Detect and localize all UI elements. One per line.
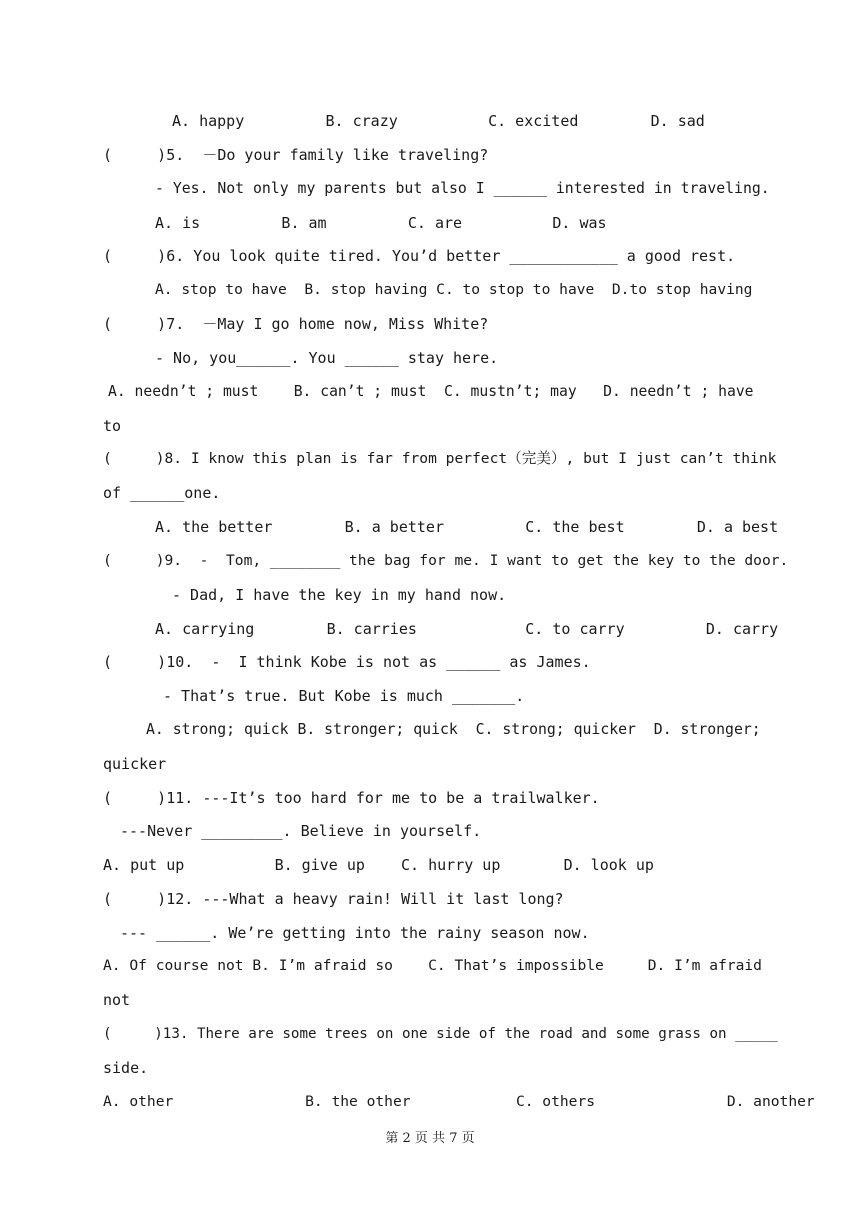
q8-options: A. the better B. a better C. the best D. a best xyxy=(155,518,779,536)
q10-options-wrap: quicker xyxy=(103,755,167,773)
q6-stem: ( )6. You look quite tired. You’d better ____________ a good rest. xyxy=(103,247,736,265)
q7-options: A. needn’t ; must B. can’t ; must C. mustn’t; may D. needn’t ; have xyxy=(108,383,754,400)
q13-stem-wrap: side. xyxy=(103,1059,149,1077)
q4-options: A. happy B. crazy C. excited D. sad xyxy=(172,112,705,130)
q7-options-wrap: to xyxy=(103,417,122,435)
q5-response: - Yes. Not only my parents but also I ______ interested in traveling. xyxy=(155,180,770,197)
q10-response: - That’s true. But Kobe is much _______. xyxy=(163,687,525,705)
page-footer: 第 2 页 共 7 页 xyxy=(385,1131,475,1146)
q12-stem: ( )12. ---What a heavy rain! Will it last long? xyxy=(103,890,564,908)
q7-response: - No, you______. You ______ stay here. xyxy=(155,349,499,367)
q12-response: --- ______. We’re getting into the rainy season now. xyxy=(120,924,590,942)
q13-stem: ( )13. There are some trees on one side of the road and some grass on _____ xyxy=(103,1026,778,1042)
q9-response: - Dad, I have the key in my hand now. xyxy=(172,586,507,604)
q9-options: A. carrying B. carries C. to carry D. carry xyxy=(155,620,779,638)
q7-stem: ( )7. －May I go home now, Miss White? xyxy=(103,315,489,333)
q6-options: A. stop to have B. stop having C. to stop to have D.to stop having xyxy=(155,281,753,298)
q13-options: A. other B. the other C. others D. another xyxy=(103,1093,815,1110)
q8-stem: ( )8. I know this plan is far from perfect（完美）, but I just can’t think xyxy=(103,450,777,467)
q12-options: A. Of course not B. I’m afraid so C. That’s impossible D. I’m afraid xyxy=(103,957,762,974)
q10-options: A. strong; quick B. stronger; quick C. strong; quicker D. stronger; xyxy=(146,721,761,738)
q11-options: A. put up B. give up C. hurry up D. look up xyxy=(103,856,654,874)
q11-response: ---Never _________. Believe in yourself. xyxy=(120,822,482,840)
q5-options: A. is B. am C. are D. was xyxy=(155,214,607,232)
q8-stem-wrap: of ______one. xyxy=(103,484,221,502)
q9-stem: ( )9. - Tom, ________ the bag for me. I want to get the key to the door. xyxy=(103,552,789,569)
q12-options-wrap: not xyxy=(103,991,131,1009)
q5-stem: ( )5. －Do your family like traveling? xyxy=(103,146,489,164)
q10-stem: ( )10. - I think Kobe is not as ______ as James. xyxy=(103,653,591,671)
q11-stem: ( )11. ---It’s too hard for me to be a trailwalker. xyxy=(103,789,600,807)
